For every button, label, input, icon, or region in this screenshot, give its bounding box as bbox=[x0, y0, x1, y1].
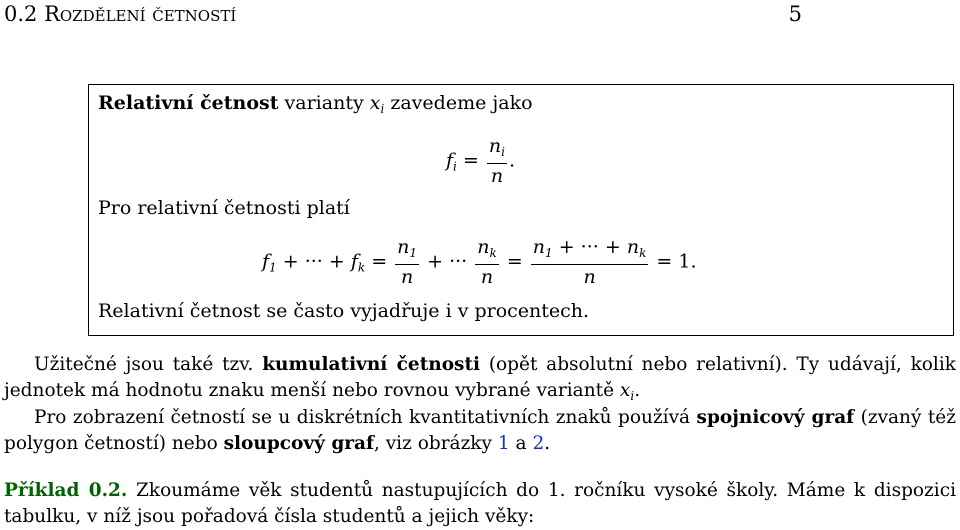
formula-sum-equals-one: $f_1$ + ··· + $f_k$ = $\frac{n_1}{n}$ + ··· $\frac{n_k}{n}$ = $\frac{n_1 + \cdot\cdot\cdot + n_k}{n}$ = 1. bbox=[262, 236, 697, 288]
fraction-sum-over-n: $\frac{n_1 + \cdot\cdot\cdot + n_k}{n}$ bbox=[532, 236, 647, 288]
variable-xi: $x_i$ bbox=[619, 380, 635, 403]
formula-relative-frequency: $f_i$ = $\frac{n_i}{n}$ . bbox=[446, 135, 516, 187]
figure-ref-2[interactable]: 2 bbox=[532, 433, 545, 454]
term-cumulative: kumulativní četnosti bbox=[262, 354, 481, 375]
fraction-nk-over-n: $\frac{n_k}{n}$ bbox=[477, 236, 497, 288]
variable-x: $x_i$ bbox=[369, 92, 385, 116]
example-text: Zkoumáme věk studentů nastupujících do 1. ročníku vysoké školy. Máme k dispozici tabulku, v níž jsou pořadová čísla studentů a jejich věky: bbox=[4, 480, 956, 527]
fraction-ni-over-n: $\frac{n_i}{n}$ bbox=[488, 135, 505, 187]
example-label: Příklad 0.2. bbox=[4, 480, 128, 501]
fraction-n1-over-n: $\frac{n_1}{n}$ bbox=[397, 236, 418, 288]
term-line-graph: spojnicový graf bbox=[696, 407, 855, 428]
pro-text: Pro relativní četnosti platí bbox=[98, 197, 350, 219]
figure-ref-1[interactable]: 1 bbox=[497, 433, 510, 454]
paragraph-cumulative: Užitečné jsou také tzv. kumulativní četnosti (opět absolutní nebo relativní). Ty udávají, kolik jednotek má hodnotu znaku menší nebo rovnou vybrané variantě $x_i$. bbox=[4, 354, 956, 403]
page-number: 5 bbox=[788, 2, 802, 26]
definition-text-post: zavedeme jako bbox=[390, 92, 533, 114]
definition-line bbox=[98, 92, 533, 116]
term-bar-graph: sloupcový graf bbox=[223, 433, 374, 454]
definition-text-pre: varianty bbox=[284, 92, 364, 114]
paragraph-graphs: Pro zobrazení četností se u diskrétních kvantitativních znaků používá spojnicový graf (zvaný též polygon četností) nebo sloupcový graf, viz obrázky 1 a 2. bbox=[4, 407, 956, 454]
definition-term: Relativní četnost bbox=[98, 92, 279, 114]
example-paragraph bbox=[4, 478, 956, 530]
percent-text: Relativní četnost se často vyjadřuje i v procentech. bbox=[98, 300, 590, 322]
section-header: 0.2 Rozdělení četností bbox=[4, 2, 237, 26]
